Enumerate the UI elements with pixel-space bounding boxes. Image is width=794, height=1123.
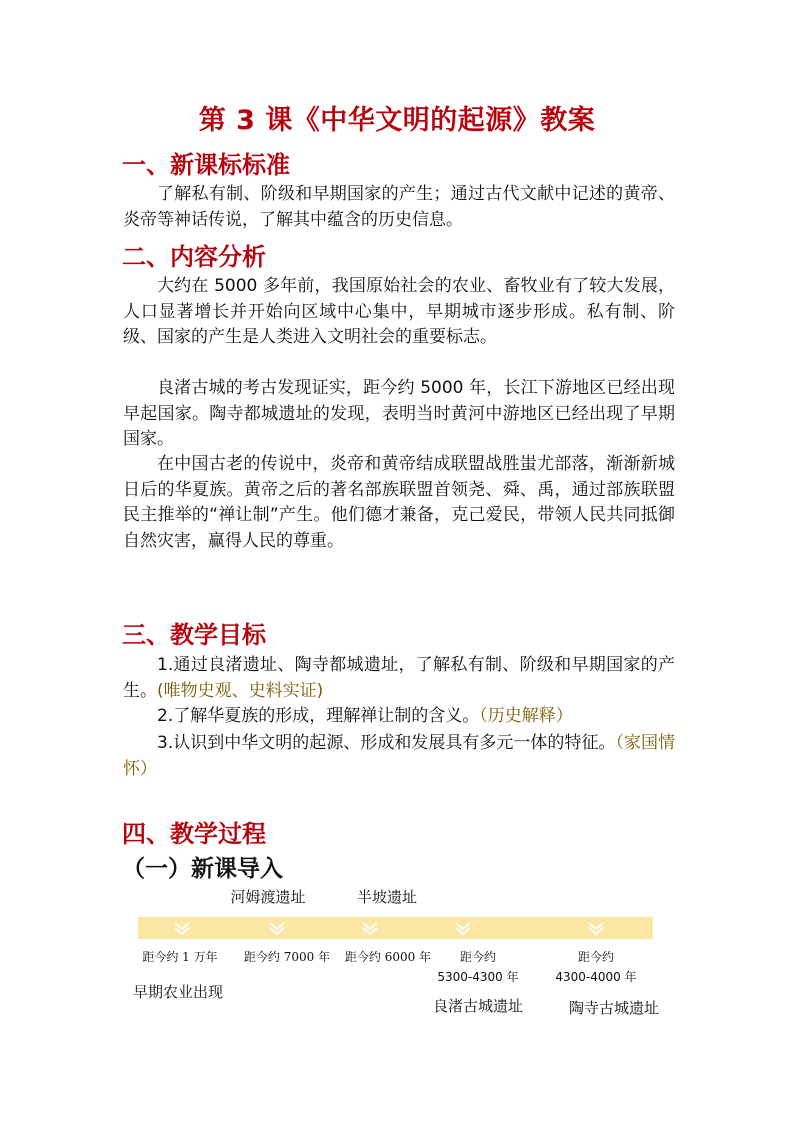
- timeline-chevron-icon: [452, 917, 474, 939]
- timeline-date-2: 距今约 7000 年: [243, 950, 331, 964]
- goal-1-tag: (唯物史观、史料实证): [157, 680, 324, 701]
- timeline-bar: [138, 917, 653, 939]
- goal-2: [123, 704, 675, 730]
- timeline-chevron-icon: [359, 917, 381, 939]
- section-heading-analysis: 二、内容分析: [122, 243, 266, 271]
- subsection-heading-intro: （一）新课导入: [122, 856, 283, 882]
- timeline-date-5: 距今约: [577, 950, 615, 964]
- section-heading-standards: 一、新课标标准: [122, 151, 290, 179]
- goal-3-tag: （家国情怀）: [123, 733, 676, 779]
- goal-2-text: 2.了解华夏族的形成，理解禅让制的含义。: [157, 706, 480, 726]
- goal-3-text: 3.认识到中华文明的起源、形成和发展具有多元一体的特征。: [157, 733, 616, 753]
- timeline-chevron-icon: [585, 917, 607, 939]
- section-heading-process: 四、教学过程: [122, 820, 266, 848]
- timeline-date-1: 距今约 1 万年: [142, 950, 218, 964]
- timeline-chevron-icon: [266, 917, 288, 939]
- goal-1-text: 1.通过良渚遗址、陶寺都城遗址，了解私有制、阶级和早期国家的产生。: [123, 655, 675, 701]
- section-heading-goals: 三、教学目标: [122, 621, 266, 649]
- timeline-year-range-1: 5300-4300 年: [437, 970, 519, 984]
- timeline-date-4: 距今约: [459, 950, 497, 964]
- document-title: 第 3 课《中华文明的起源》教案: [198, 105, 596, 136]
- timeline-label-early-agriculture: 早期农业出现: [132, 983, 224, 1001]
- timeline-year-range-2: 4300-4000 年: [555, 970, 637, 984]
- analysis-paragraph-3: 在中国古老的传说中，炎帝和黄帝结成联盟战胜蚩尤部落，渐渐新城日后的华夏族。黄帝之后的著名部族联盟首领尧、舜、禹，通过部族联盟民主推举的“禅让制”产生。他们德才兼备，克己爱民，带领人民共同抵御自然灾害，赢得人民的尊重。: [123, 454, 675, 551]
- timeline-label-liangzhu: 良渚古城遗址: [432, 997, 524, 1015]
- timeline-label-taosi: 陶寺古城遗址: [568, 999, 660, 1017]
- timeline-chevron-icon: [171, 917, 193, 939]
- standards-paragraph: 了解私有制、阶级和早期国家的产生；通过古代文献中记述的黄帝、炎帝等神话传说，了解其中蕴含的历史信息。: [123, 184, 675, 230]
- timeline-label-hemudu: 河姆渡遗址: [230, 888, 306, 906]
- timeline-date-3: 距今约 6000 年: [344, 950, 432, 964]
- analysis-paragraph-1: 大约在 5000 多年前，我国原始社会的农业、畜牧业有了较大发展，人口显著增长并开始向区域中心集中，早期城市逐步形成。私有制、阶级、国家的产生是人类进入文明社会的重要标志。: [123, 276, 675, 347]
- goal-1: [123, 653, 675, 704]
- goal-2-tag: （历史解释）: [479, 706, 573, 726]
- goal-3: [123, 731, 675, 782]
- timeline-label-banpo: 半坡遗址: [356, 888, 418, 906]
- analysis-paragraph-2: 良渚古城的考古发现证实，距今约 5000 年，长江下游地区已经出现早起国家。陶寺都城遗址的发现，表明当时黄河中游地区已经出现了早期国家。: [123, 378, 675, 449]
